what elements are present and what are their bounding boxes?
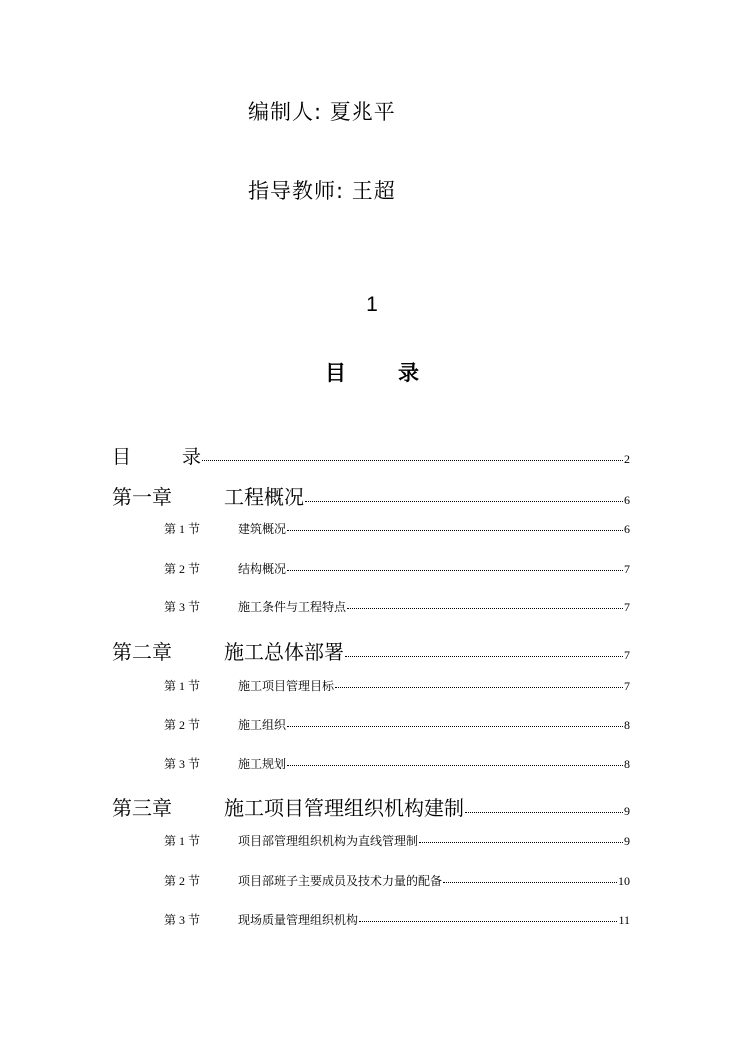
toc-chapter-3[interactable]	[112, 792, 630, 818]
toc-chapter-number: 第二章	[112, 640, 172, 664]
toc-section-text: 施工项目管理目标	[238, 679, 335, 693]
compiler-name: 夏兆平	[329, 100, 396, 124]
toc-section-number: 第 2 节	[164, 562, 201, 576]
toc-section-2-2[interactable]	[164, 716, 630, 742]
toc-section-2-1[interactable]	[164, 677, 630, 703]
toc-section-3-3[interactable]	[164, 911, 630, 937]
toc-section-number: 第 3 节	[164, 757, 201, 771]
toc-chapter-2[interactable]	[112, 636, 630, 662]
toc-chapter-number: 第一章	[112, 485, 172, 509]
toc-entry-page: 6	[624, 493, 630, 507]
toc-leader-dots	[419, 842, 623, 843]
toc-section-number: 第 3 节	[164, 913, 201, 927]
toc-entry-page: 8	[624, 757, 630, 771]
toc-section-1-2[interactable]	[164, 560, 630, 586]
toc-section-text: 施工条件与工程特点	[238, 600, 347, 614]
toc-section-text: 结构概况	[238, 562, 287, 576]
toc-chapter-1[interactable]	[112, 481, 630, 507]
toc-leader-dots	[335, 687, 623, 688]
toc-entry-page: 9	[624, 804, 630, 818]
toc-section-text: 项目部管理组织机构为直线管理制	[238, 834, 419, 848]
toc-title-char2: 录	[398, 361, 419, 385]
toc-section-number: 第 2 节	[164, 718, 201, 732]
toc-title	[0, 357, 744, 387]
toc-leader-dots	[443, 882, 617, 883]
toc-leader-dots	[287, 570, 623, 571]
toc-entry-page: 11	[618, 913, 630, 927]
toc-leader-dots	[465, 812, 623, 813]
toc-section-number: 第 1 节	[164, 679, 201, 693]
toc-section-number: 第 3 节	[164, 600, 201, 614]
toc-leader-dots	[287, 726, 623, 727]
toc-section-number: 第 1 节	[164, 834, 201, 848]
toc-chapter-number: 第三章	[112, 796, 172, 820]
compiler-line	[248, 96, 396, 126]
advisor-label: 指导教师:	[248, 179, 345, 203]
toc-section-1-3[interactable]	[164, 598, 630, 624]
toc-section-text: 项目部班子主要成员及技术力量的配备	[238, 874, 443, 888]
toc-title-char1: 目	[325, 361, 346, 385]
toc-leader-dots	[345, 656, 623, 657]
toc-chapter-text: 施工总体部署	[224, 640, 344, 664]
toc-entry-page: 10	[618, 874, 630, 888]
toc-section-text: 现场质量管理组织机构	[238, 913, 359, 927]
toc-section-number: 第 2 节	[164, 874, 201, 888]
toc-entry-page: 2	[624, 452, 630, 466]
toc-section-text: 施工组织	[238, 718, 287, 732]
toc-section-1-1[interactable]	[164, 520, 630, 546]
toc-chapter-text: 工程概况	[224, 485, 304, 509]
toc-entry-text: 录	[182, 446, 202, 468]
toc-section-text: 建筑概况	[238, 522, 287, 536]
toc-leader-dots	[202, 460, 623, 461]
toc-section-text: 施工规划	[238, 757, 287, 771]
advisor-name: 王超	[351, 179, 396, 203]
toc-entry-page: 8	[624, 718, 630, 732]
toc-entry-contents[interactable]	[112, 442, 630, 468]
toc-section-3-2[interactable]	[164, 872, 630, 898]
toc-leader-dots	[359, 921, 617, 922]
toc-leader-dots	[287, 765, 623, 766]
advisor-line	[248, 175, 396, 205]
toc-leader-dots	[305, 501, 623, 502]
compiler-label: 编制人:	[248, 100, 323, 124]
toc-entry-page: 7	[624, 562, 630, 576]
page-number: 1	[366, 293, 378, 316]
toc-section-3-1[interactable]	[164, 832, 630, 858]
toc-entry-number: 目	[112, 446, 132, 468]
toc-chapter-text: 施工项目管理组织机构建制	[224, 796, 464, 820]
toc-entry-page: 9	[624, 834, 630, 848]
toc-leader-dots	[287, 530, 623, 531]
toc-section-number: 第 1 节	[164, 522, 201, 536]
toc-section-2-3[interactable]	[164, 755, 630, 781]
toc-entry-page: 7	[624, 679, 630, 693]
toc-entry-page: 7	[624, 648, 630, 662]
toc-entry-page: 7	[624, 600, 630, 614]
toc-entry-page: 6	[624, 522, 630, 536]
toc-leader-dots	[347, 608, 623, 609]
